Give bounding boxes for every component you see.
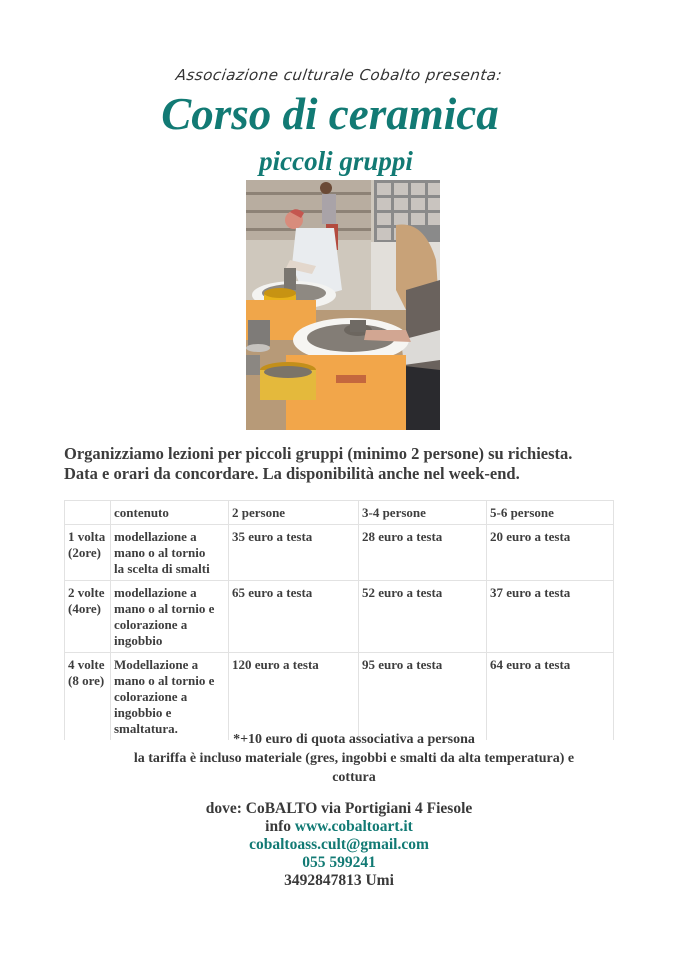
content-line: modellazione a xyxy=(114,529,197,544)
pottery-class-photo xyxy=(246,180,440,430)
sessions-hours: (8 ore) xyxy=(68,673,105,688)
content-line: mano o al tornio e xyxy=(114,601,215,616)
website-link[interactable]: www.cobaltoart.it xyxy=(294,818,413,835)
table-row xyxy=(65,525,614,581)
materials-note-cont: cottura xyxy=(332,770,376,785)
price-cell: 65 euro a testa xyxy=(229,581,359,653)
contact-block xyxy=(0,800,678,890)
intro-line-2: Data e orari da concordare. La disponibilità anche nel week-end. xyxy=(64,464,520,483)
table-header-row xyxy=(65,501,614,525)
table-row xyxy=(65,581,614,653)
sessions-count: 4 volte xyxy=(68,657,105,672)
price-cell: 52 euro a testa xyxy=(359,581,487,653)
info-line xyxy=(0,818,678,836)
sessions-cell xyxy=(65,581,111,653)
content-line: Modellazione a xyxy=(114,657,199,672)
photo-image-icon xyxy=(246,180,440,430)
content-cell xyxy=(111,653,229,741)
tagline: piccoli gruppi xyxy=(259,146,413,176)
content-line: mano o al tornio xyxy=(114,545,206,560)
content-line: colorazione a xyxy=(114,689,188,704)
sessions-hours: (4ore) xyxy=(68,601,101,616)
content-cell xyxy=(111,525,229,581)
price-table xyxy=(64,500,614,740)
content-line: smaltatura. xyxy=(114,721,178,736)
price-cell: 20 euro a testa xyxy=(487,525,614,581)
header-cell xyxy=(65,501,111,525)
price-cell: 28 euro a testa xyxy=(359,525,487,581)
header-cell: 3-4 persone xyxy=(359,501,487,525)
mobile-number[interactable]: 3492847813 Umi xyxy=(284,872,394,889)
price-cell: 35 euro a testa xyxy=(229,525,359,581)
content-cell xyxy=(111,581,229,653)
info-label: info xyxy=(265,818,295,835)
phone-number[interactable]: 055 599241 xyxy=(302,854,376,871)
price-cell: 64 euro a testa xyxy=(487,653,614,741)
content-line: ingobbio e xyxy=(114,705,172,720)
membership-fee-note: *+10 euro di quota associativa a persona xyxy=(233,732,475,747)
content-line: colorazione a xyxy=(114,617,188,632)
content-line: mano o al tornio e xyxy=(114,673,215,688)
price-cell: 95 euro a testa xyxy=(359,653,487,741)
sessions-hours: (2ore) xyxy=(68,545,101,560)
sessions-count: 1 volta xyxy=(68,529,106,544)
pricing-notes xyxy=(64,730,644,787)
content-line: ingobbio xyxy=(114,633,163,648)
sessions-cell xyxy=(65,525,111,581)
table-row xyxy=(65,653,614,741)
sessions-cell xyxy=(65,653,111,741)
presenter-line: Associazione culturale Cobalto presenta: xyxy=(174,66,504,84)
header-cell: contenuto xyxy=(111,501,229,525)
email-link[interactable]: cobaltoass.cult@gmail.com xyxy=(249,836,429,853)
content-line: modellazione a xyxy=(114,585,197,600)
header-cell: 5-6 persone xyxy=(487,501,614,525)
materials-note: la tariffa è incluso materiale (gres, ingobbi e smalti da alta temperatura) e xyxy=(133,751,575,766)
header-cell: 2 persone xyxy=(229,501,359,525)
price-cell: 37 euro a testa xyxy=(487,581,614,653)
page-title: Corso di ceramica xyxy=(161,89,499,139)
intro-text xyxy=(64,444,644,484)
sessions-count: 2 volte xyxy=(68,585,105,600)
intro-line-1: Organizziamo lezioni per piccoli gruppi (minimo 2 persone) su richiesta. xyxy=(64,444,573,463)
content-line: la scelta di smalti xyxy=(114,561,210,576)
price-cell: 120 euro a testa xyxy=(229,653,359,741)
address: dove: CoBALTO via Portigiani 4 Fiesole xyxy=(205,800,473,817)
